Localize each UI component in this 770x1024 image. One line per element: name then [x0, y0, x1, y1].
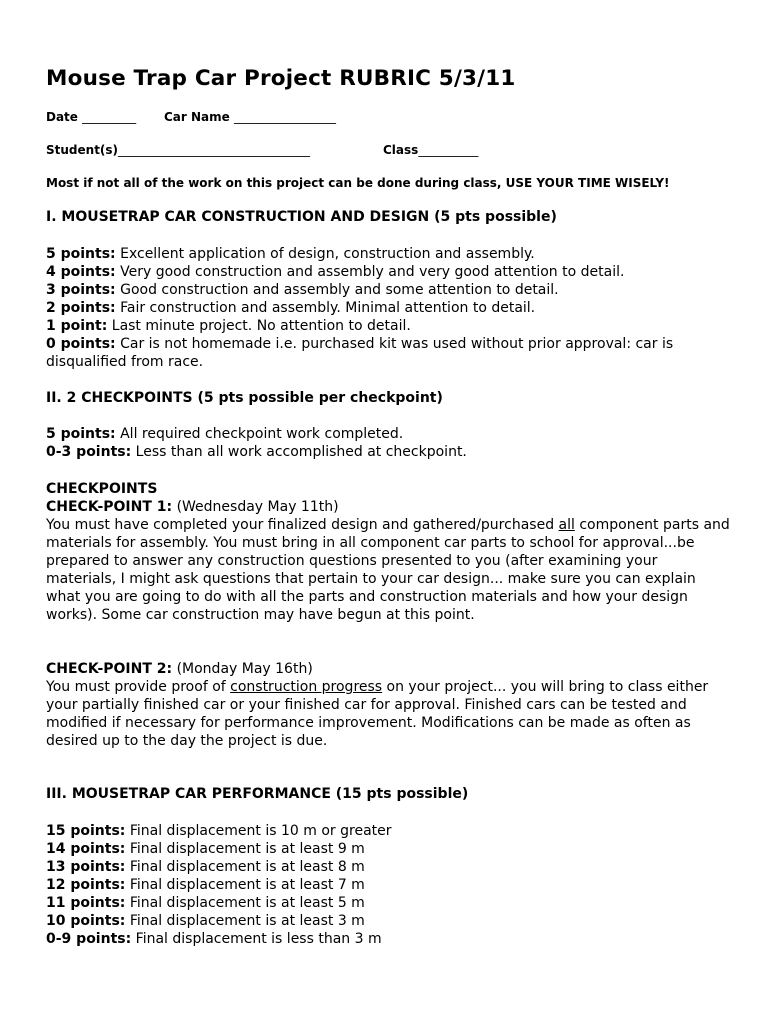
- points-text: Final displacement is at least 3 m: [125, 913, 365, 929]
- points-text: Final displacement is at least 5 m: [125, 895, 365, 911]
- date-label: Date: [46, 110, 78, 124]
- list-item: [46, 299, 731, 317]
- section-2-list: [46, 425, 731, 461]
- checkpoints-block: [46, 480, 731, 624]
- list-item: [46, 876, 731, 894]
- points-text: Last minute project. No attention to detail.: [107, 318, 411, 334]
- points-text: Final displacement is at least 9 m: [125, 841, 365, 857]
- points-label: 14 points:: [46, 841, 126, 857]
- date-field: [46, 110, 136, 124]
- points-label: 0 points:: [46, 336, 116, 352]
- points-text: Final displacement is at least 8 m: [125, 859, 365, 875]
- list-item: [46, 335, 731, 371]
- points-text: Very good construction and assembly and very good attention to detail.: [115, 264, 625, 280]
- checkpoint-2-text-after: on your project... you will bring to class either your partially finished car or your finished car for approval. Finished cars can be tested and modified if necessary for performance improvement. Modifications can be made as often as desired up to the day the project is due.: [46, 679, 709, 749]
- checkpoint-2-block: [46, 660, 731, 750]
- time-note: Most if not all of the work on this project can be done during class, USE YOUR TIME WISELY!: [46, 176, 670, 190]
- students-blank: ________________________________: [118, 143, 311, 157]
- checkpoint-1-underlined: all: [558, 517, 575, 533]
- points-label: 0-9 points:: [46, 931, 132, 947]
- students-field: [46, 143, 310, 157]
- checkpoint-2-label: CHECK-POINT 2:: [46, 661, 173, 677]
- points-label: 0-3 points:: [46, 444, 132, 460]
- points-text: Less than all work accomplished at checkpoint.: [131, 444, 467, 460]
- class-field: [383, 143, 478, 157]
- section-1-list: [46, 245, 731, 371]
- class-blank: __________: [418, 143, 479, 157]
- list-item: [46, 425, 731, 443]
- points-text: Final displacement is at least 7 m: [125, 877, 365, 893]
- list-item: [46, 840, 731, 858]
- checkpoint-2-underlined: construction progress: [230, 679, 383, 695]
- checkpoint-1-text: [46, 516, 731, 624]
- checkpoint-1-date: (Wednesday May 11th): [172, 499, 339, 515]
- list-item: [46, 912, 731, 930]
- car-name-field: [164, 110, 336, 124]
- checkpoint-1-label: CHECK-POINT 1:: [46, 499, 173, 515]
- points-label: 11 points:: [46, 895, 126, 911]
- points-text: Car is not homemade i.e. purchased kit was used without prior approval: car is disqualified from race.: [46, 336, 674, 370]
- points-label: 5 points:: [46, 426, 116, 442]
- students-label: Student(s): [46, 143, 119, 157]
- list-item: [46, 317, 731, 335]
- list-item: [46, 858, 731, 876]
- section-1-heading: I. MOUSETRAP CAR CONSTRUCTION AND DESIGN (5 pts possible): [46, 209, 557, 225]
- points-label: 5 points:: [46, 246, 116, 262]
- list-item: [46, 443, 731, 461]
- checkpoints-heading: CHECKPOINTS: [46, 481, 158, 497]
- points-text: All required checkpoint work completed.: [115, 426, 404, 442]
- points-text: Final displacement is less than 3 m: [131, 931, 382, 947]
- section-2-heading: II. 2 CHECKPOINTS (5 pts possible per checkpoint): [46, 390, 443, 406]
- points-text: Good construction and assembly and some attention to detail.: [115, 282, 559, 298]
- checkpoint-1-text-after: component parts and materials for assembly. You must bring in all component car parts to school for approval...be prepared to answer any construction questions presented to you (after examining your materials, I might ask questions that pertain to your car design... make sure you can explain what you are going to do with all the parts and construction materials and how your design works). Some car construction may have begun at this point.: [46, 517, 730, 623]
- points-label: 1 point:: [46, 318, 108, 334]
- list-item: [46, 930, 731, 948]
- car-name-blank: _________________: [233, 110, 336, 124]
- checkpoint-2-title: [46, 660, 731, 678]
- points-label: 4 points:: [46, 264, 116, 280]
- checkpoint-2-text-before: You must provide proof of: [46, 679, 231, 695]
- list-item: [46, 894, 731, 912]
- checkpoint-2-text: [46, 678, 731, 750]
- points-text: Fair construction and assembly. Minimal attention to detail.: [115, 300, 536, 316]
- points-label: 12 points:: [46, 877, 126, 893]
- date-blank: _________: [82, 110, 137, 124]
- page-title: Mouse Trap Car Project RUBRIC 5/3/11: [46, 66, 516, 91]
- section-3-list: [46, 822, 731, 948]
- points-label: 3 points:: [46, 282, 116, 298]
- list-item: [46, 263, 731, 281]
- points-text: Excellent application of design, construction and assembly.: [115, 246, 535, 262]
- checkpoint-1-text-before: You must have completed your finalized design and gathered/purchased: [46, 517, 559, 533]
- list-item: [46, 822, 731, 840]
- class-label: Class: [383, 143, 419, 157]
- car-name-label: Car Name: [164, 110, 230, 124]
- points-label: 13 points:: [46, 859, 126, 875]
- points-label: 2 points:: [46, 300, 116, 316]
- points-label: 10 points:: [46, 913, 126, 929]
- list-item: [46, 281, 731, 299]
- checkpoint-2-date: (Monday May 16th): [172, 661, 313, 677]
- list-item: [46, 245, 731, 263]
- points-label: 15 points:: [46, 823, 126, 839]
- checkpoint-1-title: [46, 498, 731, 516]
- points-text: Final displacement is 10 m or greater: [125, 823, 392, 839]
- section-3-heading: III. MOUSETRAP CAR PERFORMANCE (15 pts possible): [46, 786, 469, 802]
